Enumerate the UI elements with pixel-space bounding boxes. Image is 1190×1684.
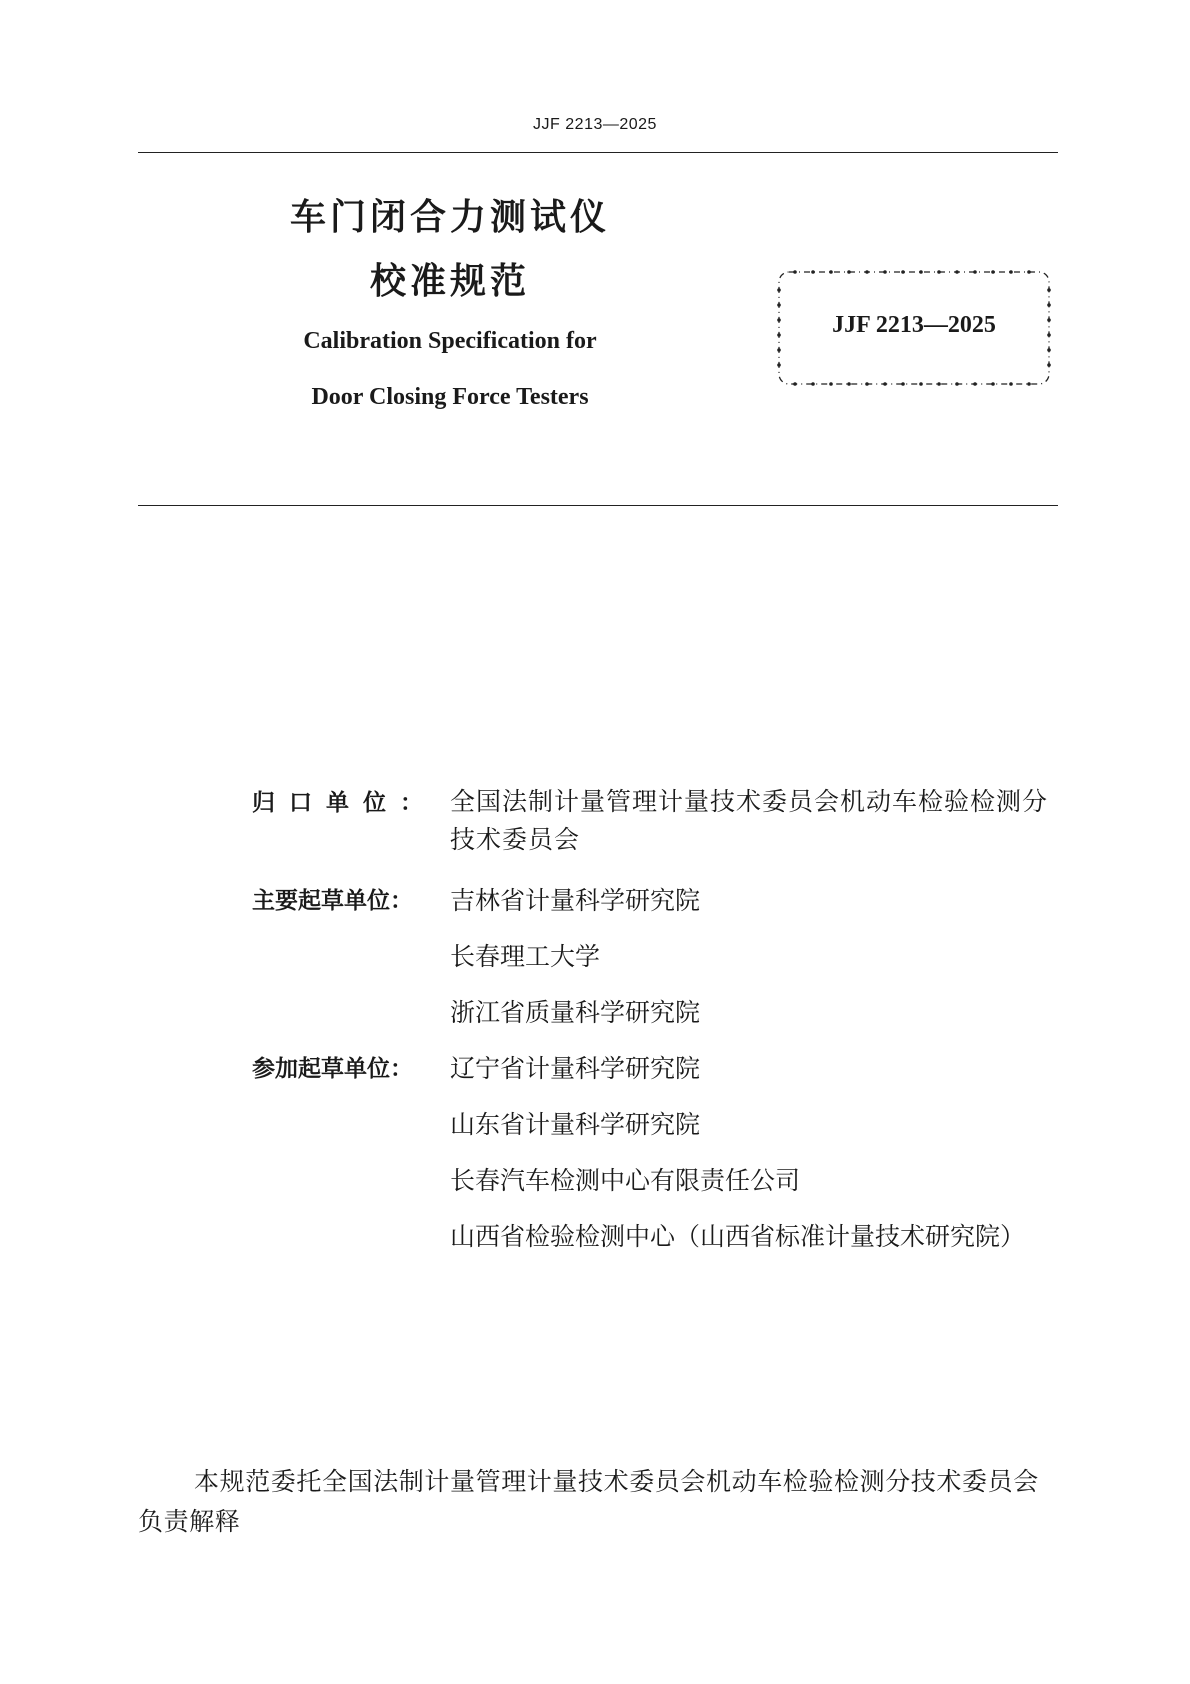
frame-dot <box>777 348 781 352</box>
main-drafting-label: 主要起草单位： <box>252 888 413 914</box>
participating-drafting-unit: 山西省检验检测中心（山西省标准计量技术研究院） <box>450 1222 1026 1251</box>
frame-dot <box>1009 270 1013 274</box>
frame-dot <box>955 382 959 386</box>
frame-dot <box>919 270 923 274</box>
frame-dot <box>883 382 887 386</box>
frame-dot <box>973 382 977 386</box>
frame-dot <box>793 270 797 274</box>
interpretation-note: 本规范委托全国法制计量管理计量技术委员会机动车检验检测分技术委员会负责解释 <box>138 1467 1039 1536</box>
frame-dot <box>829 382 833 386</box>
participating-drafting-row <box>252 1041 1062 1265</box>
main-drafting-unit: 吉林省计量科学研究院 <box>450 886 701 915</box>
centralized-unit-row <box>252 780 1062 859</box>
frame-dot <box>919 382 923 386</box>
frame-dot <box>1047 348 1051 352</box>
frame-dot <box>1027 270 1031 274</box>
title-en-line2: Door Closing Force Testers <box>311 384 589 410</box>
frame-dot <box>793 382 797 386</box>
frame-dot <box>883 270 887 274</box>
frame-dot <box>937 382 941 386</box>
centralized-unit-value: 全国法制计量管理计量技术委员会机动车检验检测分技术委员会 <box>450 787 1049 854</box>
frame-dot <box>991 382 995 386</box>
frame-dot <box>973 270 977 274</box>
participating-drafting-unit: 辽宁省计量科学研究院 <box>450 1054 701 1083</box>
frame-dot <box>847 270 851 274</box>
title-cn-line2: 校准规范 <box>369 261 530 302</box>
frame-dot <box>865 382 869 386</box>
title-en-line1: Calibration Specification for <box>303 328 597 354</box>
main-drafting-unit: 浙江省质量科学研究院 <box>450 998 701 1027</box>
frame-dot <box>777 363 781 367</box>
header-standard-code: JJF 2213—2025 <box>533 116 657 133</box>
main-drafting-row <box>252 873 1062 1041</box>
frame-dot <box>1027 382 1031 386</box>
frame-dot <box>901 382 905 386</box>
top-divider <box>138 152 1058 153</box>
frame-dot <box>1009 382 1013 386</box>
bottom-divider <box>138 505 1058 506</box>
frame-dot <box>991 270 995 274</box>
frame-dot <box>777 288 781 292</box>
frame-dot <box>847 382 851 386</box>
frame-dot <box>1047 363 1051 367</box>
frame-dot <box>1047 303 1051 307</box>
centralized-unit-label: 归口单位： <box>252 790 437 816</box>
participating-drafting-label: 参加起草单位： <box>252 1056 413 1082</box>
main-drafting-unit: 长春理工大学 <box>450 942 601 971</box>
code-box-text: JJF 2213—2025 <box>832 312 996 338</box>
frame-dot <box>955 270 959 274</box>
frame-dot <box>829 270 833 274</box>
frame-dot <box>865 270 869 274</box>
frame-dot <box>777 303 781 307</box>
frame-dot <box>1047 288 1051 292</box>
drafting-units-section <box>252 780 1062 1265</box>
frame-dot <box>901 270 905 274</box>
frame-dot <box>811 270 815 274</box>
participating-drafting-unit: 长春汽车检测中心有限责任公司 <box>450 1166 801 1195</box>
title-block <box>200 196 700 412</box>
title-cn-line1: 车门闭合力测试仪 <box>289 197 610 238</box>
standard-code-box <box>775 268 1053 388</box>
participating-drafting-unit: 山东省计量科学研究院 <box>450 1110 701 1139</box>
frame-dot <box>811 382 815 386</box>
frame-dot <box>937 270 941 274</box>
